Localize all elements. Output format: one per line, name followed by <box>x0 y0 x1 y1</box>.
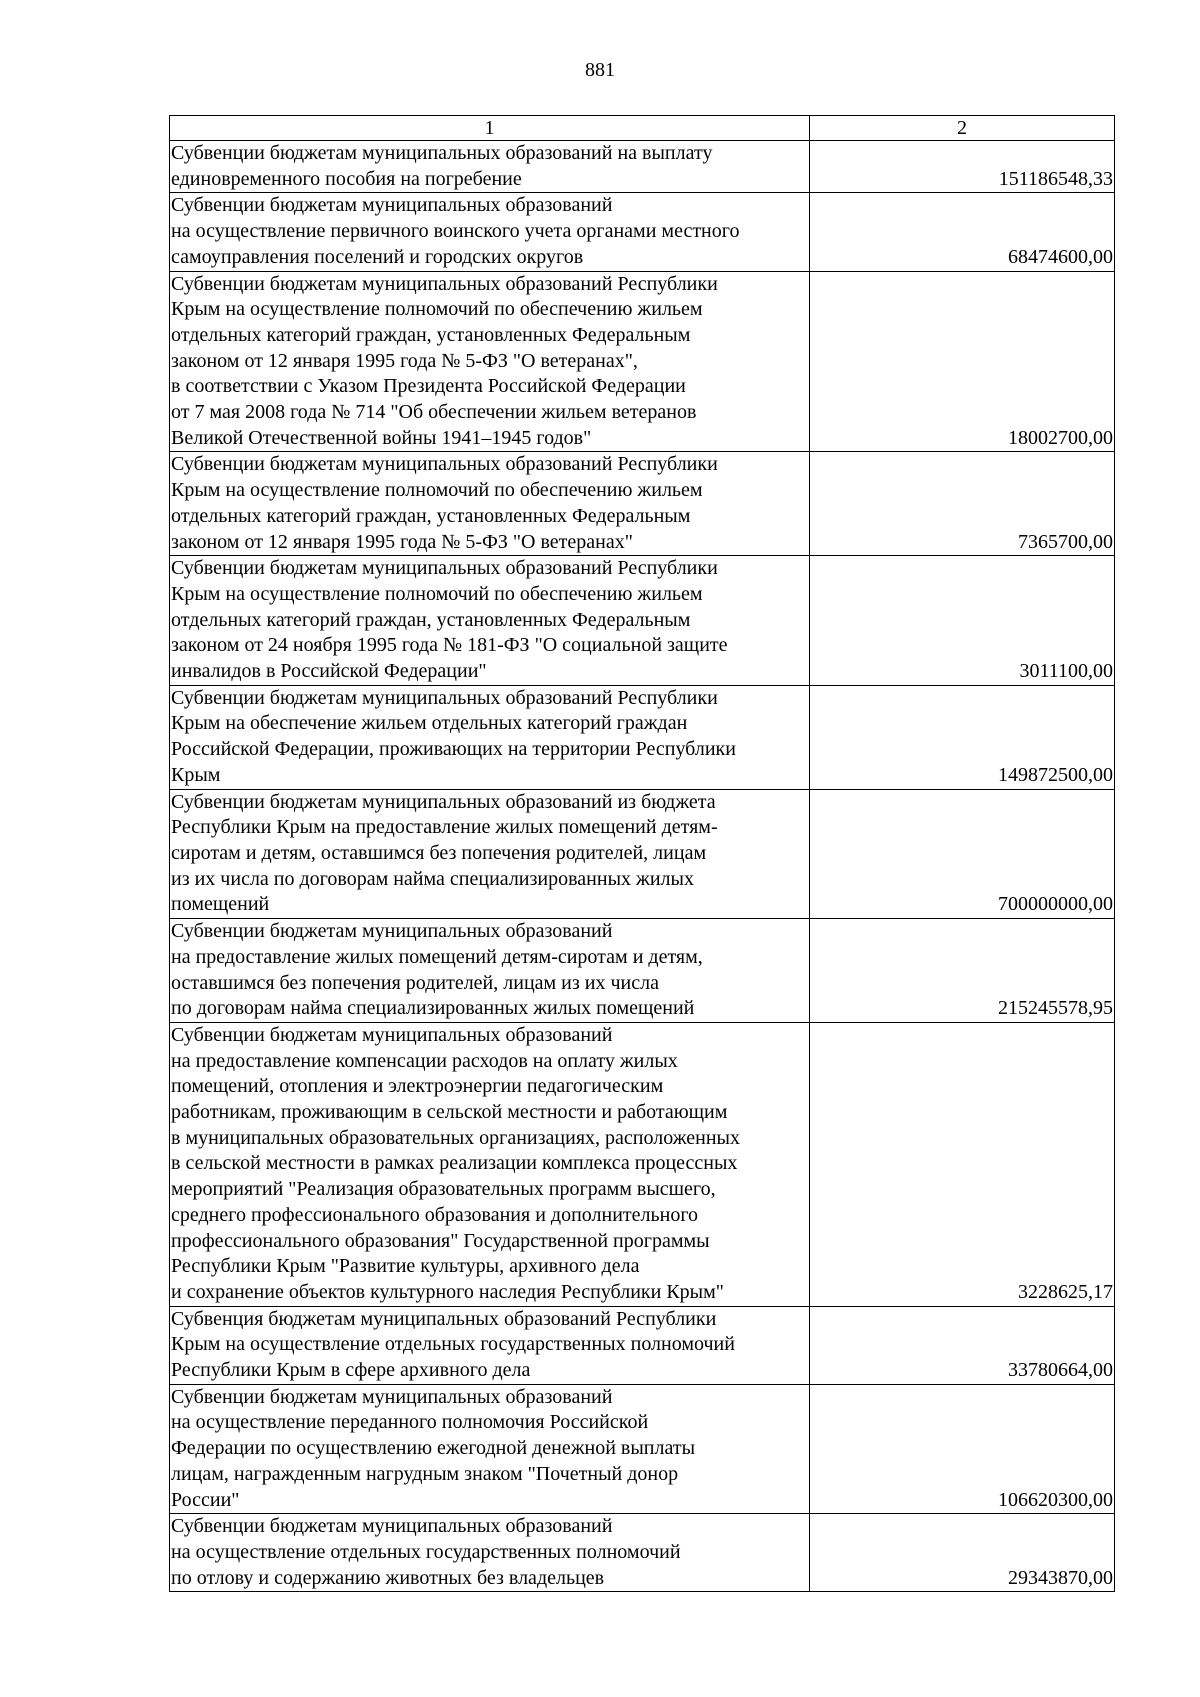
row-description: Субвенции бюджетам муниципальных образований на осуществление отдельных государственных полномочий по отлову и содержанию животных без владельцев <box>170 1514 810 1592</box>
table-row <box>170 452 1115 556</box>
row-amount: 215245578,95 <box>810 919 1115 1023</box>
table-row <box>170 271 1115 452</box>
row-amount: 68474600,00 <box>810 193 1115 271</box>
row-description: Субвенции бюджетам муниципальных образований Республики Крым на обеспечение жильем отдельных категорий граждан Российской Федерации, проживающих на территории Республики Крым <box>170 685 810 789</box>
page-number: 881 <box>585 59 615 81</box>
row-amount: 149872500,00 <box>810 685 1115 789</box>
table-row <box>170 141 1115 193</box>
row-description: Субвенции бюджетам муниципальных образований из бюджета Республики Крым на предоставление жилых помещений детям- сиротам и детям, оставшимся без попечения родителей, лицам из их числа по договорам найма специализированных жилых помещений <box>170 789 810 919</box>
row-amount: 3228625,17 <box>810 1022 1115 1306</box>
row-amount: 29343870,00 <box>810 1514 1115 1592</box>
row-description: Субвенции бюджетам муниципальных образований на осуществление переданного полномочия Российской Федерации по осуществлению ежегодной денежной выплаты лицам, награжденным нагрудным знаком "Почетный донор России" <box>170 1384 810 1514</box>
budget-table <box>169 115 1115 1592</box>
row-description: Субвенции бюджетам муниципальных образований на осуществление первичного воинского учета органами местного самоуправления поселений и городских округов <box>170 193 810 271</box>
row-description: Субвенция бюджетам муниципальных образований Республики Крым на осуществление отдельных государственных полномочий Республики Крым в сфере архивного дела <box>170 1306 810 1384</box>
row-description: Субвенции бюджетам муниципальных образований на предоставление компенсации расходов на оплату жилых помещений, отопления и электроэнергии педагогическим работникам, проживающим в сельской местности и работающим в муниципальных образовательных организациях, расположенных в сельской местности в рамках реализации комплекса процессных мероприятий "Реализация образовательных программ высшего, среднего профессионального образования и дополнительного профессионального образования" Государственной программы Республики Крым "Развитие культуры, архивного дела и сохранение объектов культурного наследия Республики Крым" <box>170 1022 810 1306</box>
table-row <box>170 919 1115 1023</box>
row-amount: 33780664,00 <box>810 1306 1115 1384</box>
row-amount: 106620300,00 <box>810 1384 1115 1514</box>
table-row <box>170 1022 1115 1306</box>
column-header-amount: 2 <box>810 116 1115 141</box>
row-amount: 3011100,00 <box>810 556 1115 686</box>
row-amount: 18002700,00 <box>810 271 1115 452</box>
table-row <box>170 789 1115 919</box>
table-row <box>170 556 1115 686</box>
table-row <box>170 193 1115 271</box>
table-header-row <box>170 116 1115 141</box>
row-amount: 700000000,00 <box>810 789 1115 919</box>
table-row <box>170 685 1115 789</box>
table-row <box>170 1514 1115 1592</box>
table-row <box>170 1384 1115 1514</box>
column-header-description: 1 <box>170 116 810 141</box>
row-amount: 7365700,00 <box>810 452 1115 556</box>
row-description: Субвенции бюджетам муниципальных образований на выплату единовременного пособия на погребение <box>170 141 810 193</box>
row-description: Субвенции бюджетам муниципальных образований на предоставление жилых помещений детям-сиротам и детям, оставшимся без попечения родителей, лицам из их числа по договорам найма специализированных жилых помещений <box>170 919 810 1023</box>
row-amount: 151186548,33 <box>810 141 1115 193</box>
row-description: Субвенции бюджетам муниципальных образований Республики Крым на осуществление полномочий по обеспечению жильем отдельных категорий граждан, установленных Федеральным законом от 12 января 1995 года № 5-ФЗ "О ветеранах", в соответствии с Указом Президента Российской Федерации от 7 мая 2008 года № 714 "Об обеспечении жильем ветеранов Великой Отечественной войны 1941–1945 годов" <box>170 271 810 452</box>
row-description: Субвенции бюджетам муниципальных образований Республики Крым на осуществление полномочий по обеспечению жильем отдельных категорий граждан, установленных Федеральным законом от 24 ноября 1995 года № 181-ФЗ "О социальной защите инвалидов в Российской Федерации" <box>170 556 810 686</box>
table-row <box>170 1306 1115 1384</box>
row-description: Субвенции бюджетам муниципальных образований Республики Крым на осуществление полномочий по обеспечению жильем отдельных категорий граждан, установленных Федеральным законом от 12 января 1995 года № 5-ФЗ "О ветеранах" <box>170 452 810 556</box>
